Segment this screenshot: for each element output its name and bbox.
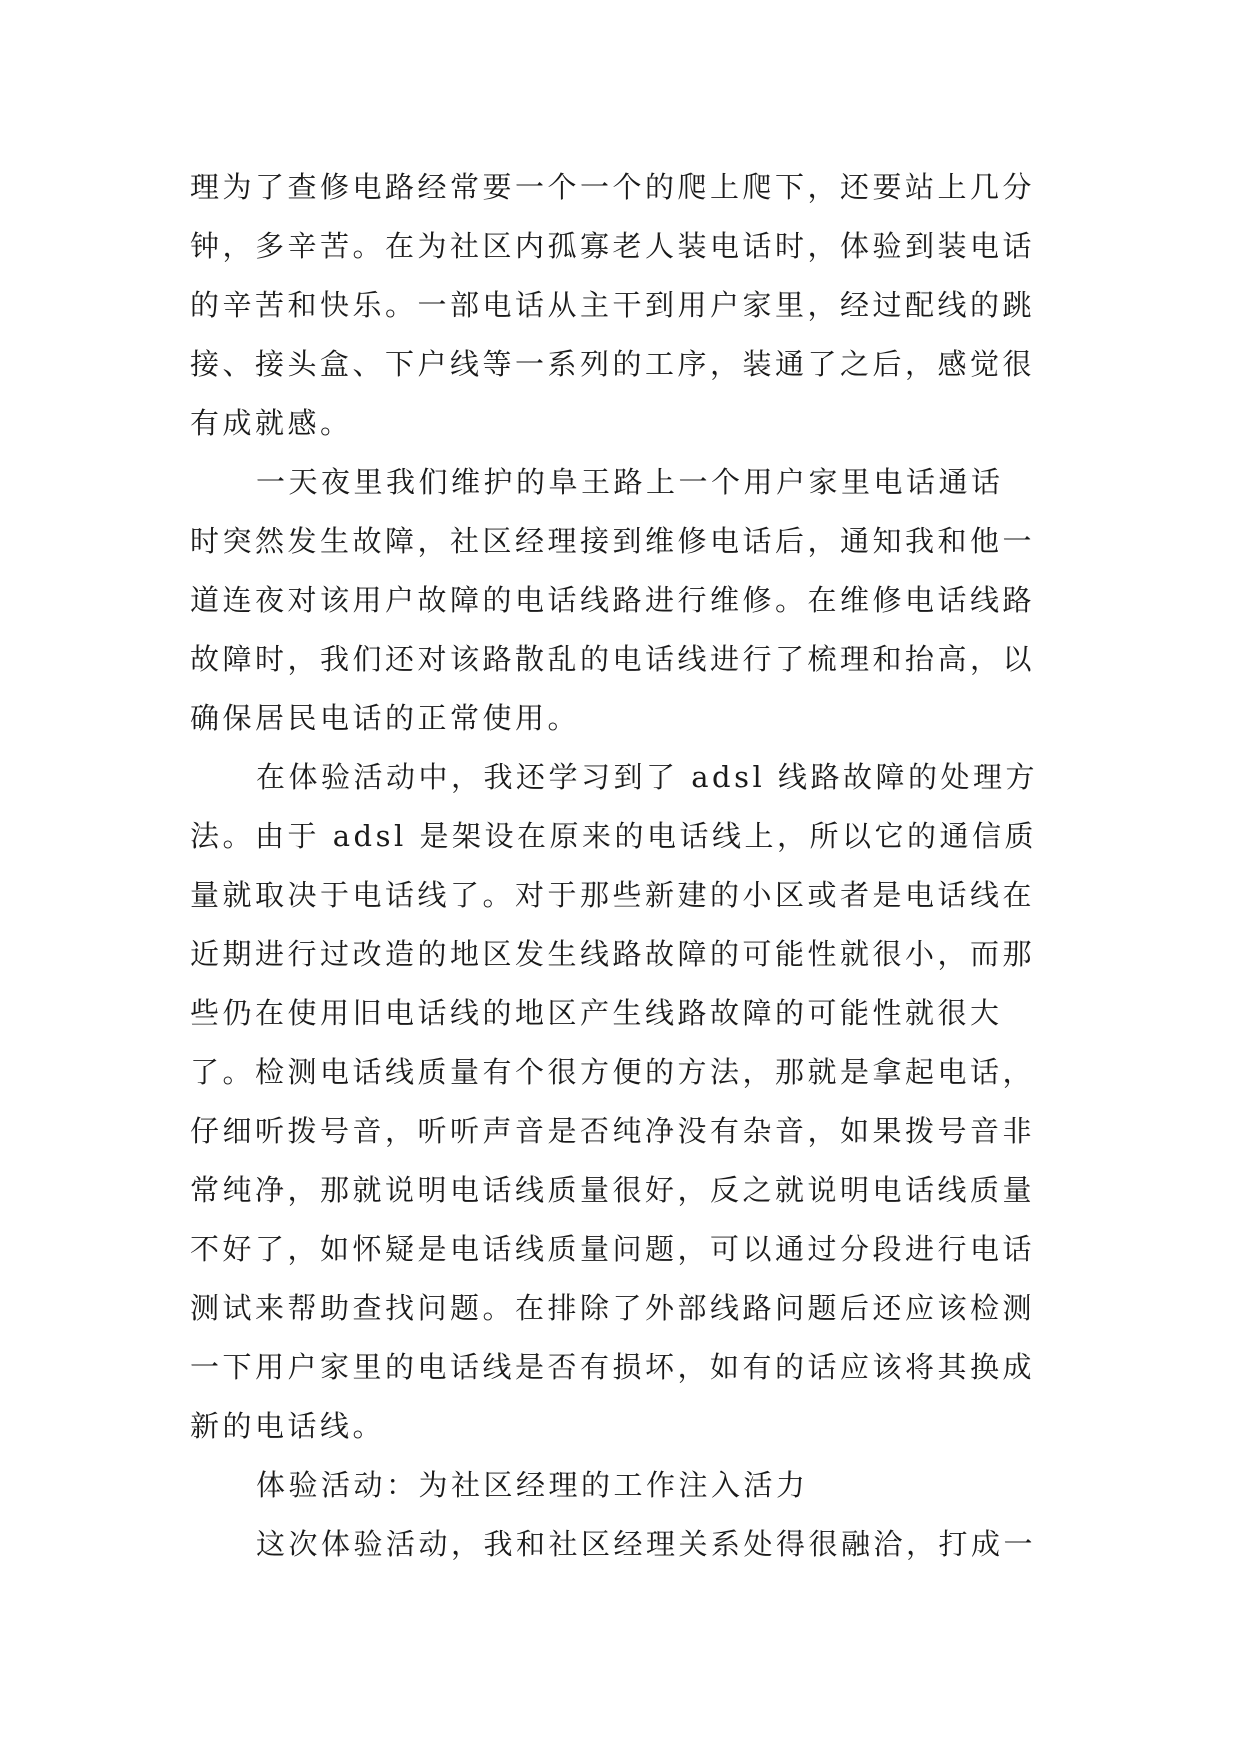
text-line: 仔细听拨号音，听听声音是否纯净没有杂音，如果拨号音非 [190, 1114, 1036, 1148]
text-line: 些仍在使用旧电话线的地区产生线路故障的可能性就很大 [190, 996, 1003, 1030]
text-line: 接、接头盒、下户线等一系列的工序，装通了之后，感觉很 [190, 347, 1036, 381]
text-line: 一下用户家里的电话线是否有损坏，如有的话应该将其换成 [190, 1350, 1036, 1384]
text-line: 理为了查修电路经常要一个一个的爬上爬下，还要站上几分 [190, 170, 1036, 204]
text-line: 确保居民电话的正常使用。 [190, 701, 581, 735]
text-line: 近期进行过改造的地区发生线路故障的可能性就很小，而那 [190, 937, 1036, 971]
paragraph-start-line: 在体验活动中，我还学习到了 adsl 线路故障的处理方 [256, 760, 1038, 794]
text-line: 故障时，我们还对该路散乱的电话线进行了梳理和抬高，以 [190, 642, 1036, 676]
text-line: 的辛苦和快乐。一部电话从主干到用户家里，经过配线的跳 [190, 288, 1036, 322]
text-line: 钟，多辛苦。在为社区内孤寡老人装电话时，体验到装电话 [190, 229, 1036, 263]
text-line: 测试来帮助查找问题。在排除了外部线路问题后还应该检测 [190, 1291, 1036, 1325]
text-line: 常纯净，那就说明电话线质量很好，反之就说明电话线质量 [190, 1173, 1036, 1207]
text-line: 有成就感。 [190, 406, 353, 440]
paragraph-start-line: 一天夜里我们维护的阜王路上一个用户家里电话通话 [256, 465, 1004, 499]
text-line: 新的电话线。 [190, 1409, 386, 1443]
text-line: 了。检测电话线质量有个很方便的方法，那就是拿起电话， [190, 1055, 1036, 1089]
text-line: 不好了，如怀疑是电话线质量问题，可以通过分段进行电话 [190, 1232, 1036, 1266]
text-line: 法。由于 adsl 是架设在原来的电话线上，所以它的通信质 [190, 819, 1037, 853]
body-text [190, 158, 1070, 1574]
text-line: 道连夜对该用户故障的电话线路进行维修。在维修电话线路 [190, 583, 1036, 617]
text-line: 量就取决于电话线了。对于那些新建的小区或者是电话线在 [190, 878, 1036, 912]
paragraph-start-line: 这次体验活动，我和社区经理关系处得很融洽，打成一 [256, 1527, 1037, 1561]
section-heading: 体验活动：为社区经理的工作注入活力 [256, 1468, 809, 1502]
text-line: 时突然发生故障，社区经理接到维修电话后，通知我和他一 [190, 524, 1036, 558]
